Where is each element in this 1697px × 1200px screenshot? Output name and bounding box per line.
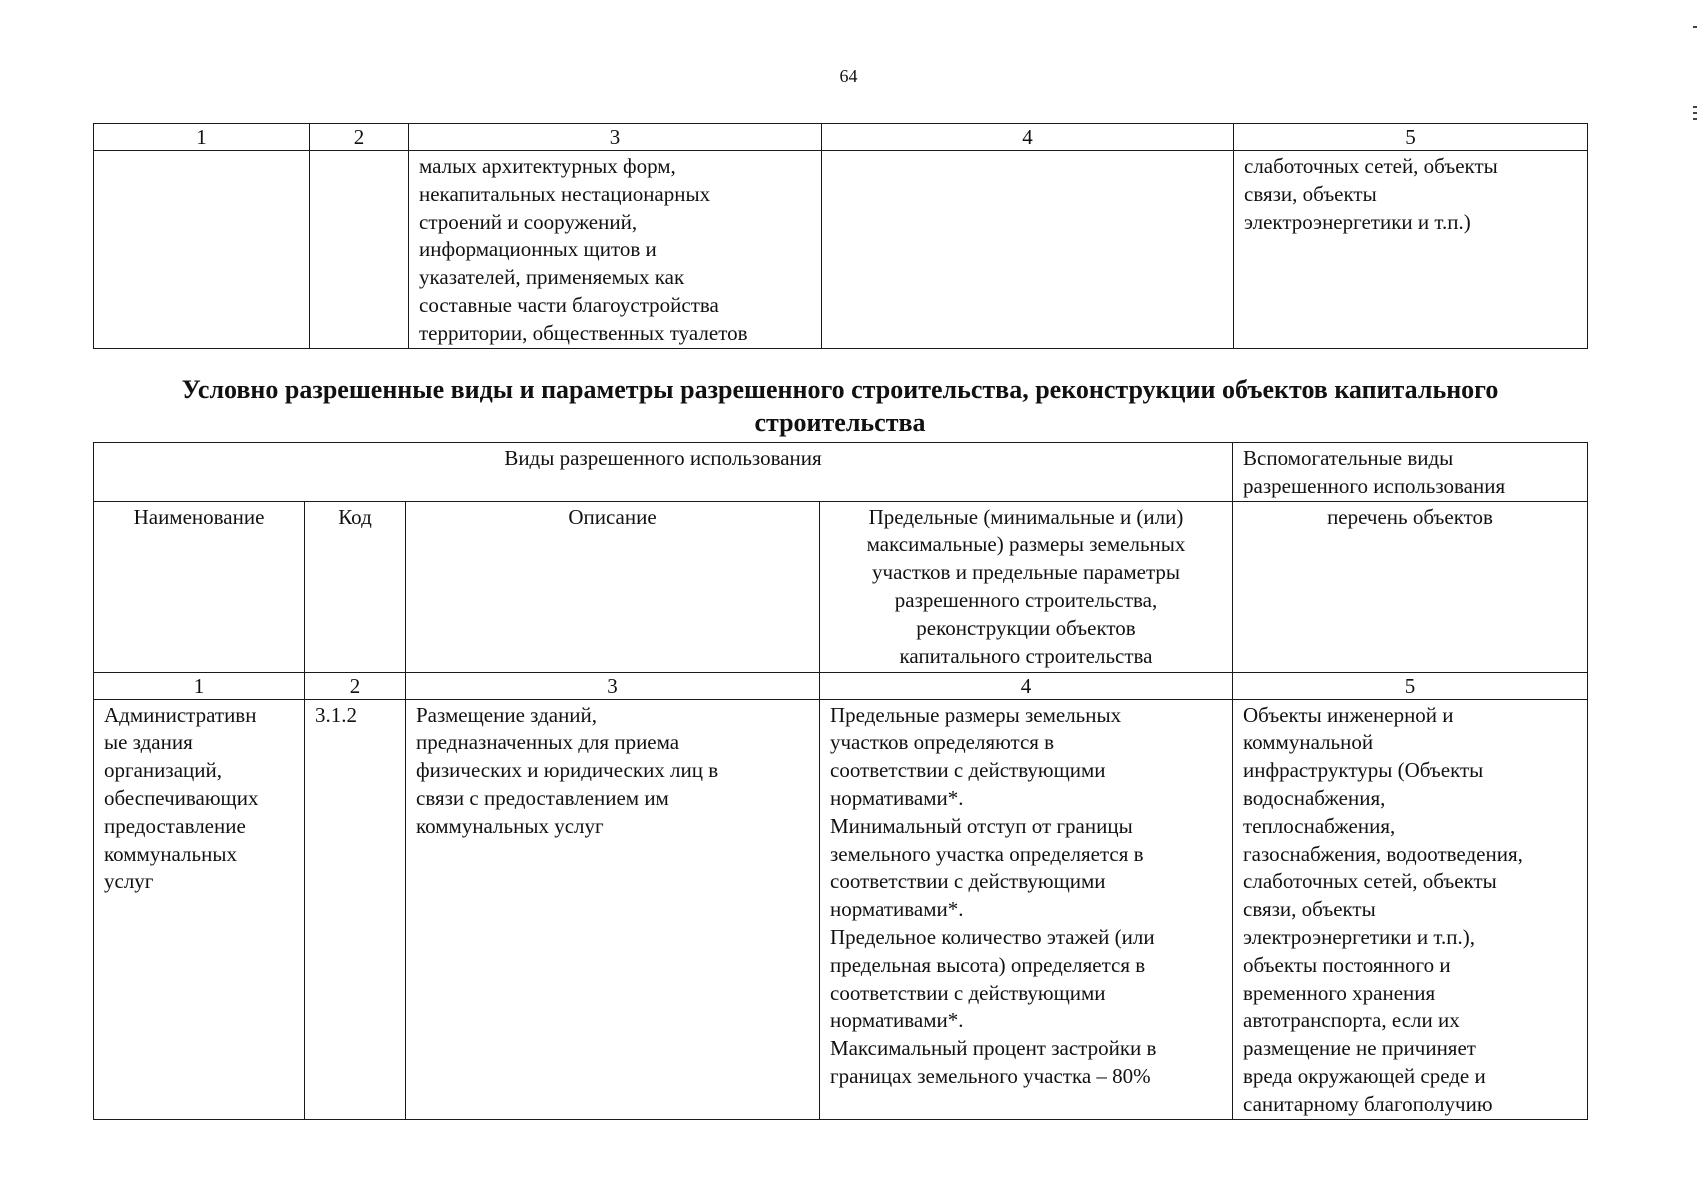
column-number-row	[94, 672, 1588, 699]
group-header-main: Виды разрешенного использования	[94, 443, 1233, 502]
conditional-uses-table	[93, 442, 1588, 1120]
header-objects: перечень объектов	[1233, 501, 1588, 672]
continued-table	[93, 123, 1588, 349]
header-name: Наименование	[94, 501, 305, 672]
header-code: Код	[305, 501, 406, 672]
col-number-2: 2	[305, 672, 406, 699]
cell-objects: Объекты инженерной и коммунальной инфраструктуры (Объекты водоснабжения, теплоснабжения, газоснабжения, водоотведения, слаботочных сетей, объекты связи, объекты электроэнергетики и т.п.), объекты постоянного и временного хранения автотранспорта, если их размещение не причиняет вреда окружающей среде и санитарному благополучию	[1233, 699, 1588, 1119]
edge-mark-1	[1693, 26, 1697, 28]
cell-limits	[822, 151, 1234, 349]
section-title: Условно разрешенные виды и параметры разрешенного строительства, реконструкции объектов капитального строительства	[181, 375, 1499, 437]
group-header-row	[94, 443, 1588, 502]
col-number-5: 5	[1233, 672, 1588, 699]
edge-mark-2	[1693, 106, 1697, 108]
table-row	[94, 151, 1588, 349]
group-header-aux: Вспомогательные виды разрешенного использования	[1233, 443, 1588, 502]
edge-mark-3	[1693, 112, 1697, 114]
header-description: Описание	[406, 501, 820, 672]
col-number-4: 4	[822, 124, 1234, 151]
cell-description: малых архитектурных форм, некапитальных нестационарных строений и сооружений, информационных щитов и указателей, применяемых как составные части благоустройства территории, общественных туалетов	[409, 151, 822, 349]
col-number-2: 2	[310, 124, 409, 151]
col-number-5: 5	[1234, 124, 1588, 151]
cell-code	[310, 151, 409, 349]
column-number-row	[94, 124, 1588, 151]
cell-objects: слаботочных сетей, объекты связи, объекты электроэнергетики и т.п.)	[1234, 151, 1588, 349]
col-number-3: 3	[409, 124, 822, 151]
col-number-4: 4	[820, 672, 1233, 699]
column-header-row	[94, 501, 1588, 672]
col-number-1: 1	[94, 124, 310, 151]
cell-name: Административн ые здания организаций, обеспечивающих предоставление коммунальных услуг	[94, 699, 305, 1119]
cell-description: Размещение зданий, предназначенных для приема физических и юридических лиц в связи с предоставлением им коммунальных услуг	[406, 699, 820, 1119]
header-limits: Предельные (минимальные и (или) максимальные) размеры земельных участков и предельные параметры разрешенного строительства, реконструкции объектов капитального строительства	[820, 501, 1233, 672]
table-row	[94, 699, 1588, 1119]
col-number-1: 1	[94, 672, 305, 699]
cell-code: 3.1.2	[305, 699, 406, 1119]
edge-mark-4	[1693, 118, 1697, 120]
col-number-3: 3	[406, 672, 820, 699]
cell-limits: Предельные размеры земельных участков определяются в соответствии с действующими нормативами*. Минимальный отступ от границы земельного участка определяется в соответствии с действующими нормативами*. Предельное количество этажей (или предельная высота) определяется в соответствии с действующими нормативами*. Максимальный процент застройки в границах земельного участка – 80%	[820, 699, 1233, 1119]
page-number: 64	[839, 66, 858, 86]
cell-name	[94, 151, 310, 349]
